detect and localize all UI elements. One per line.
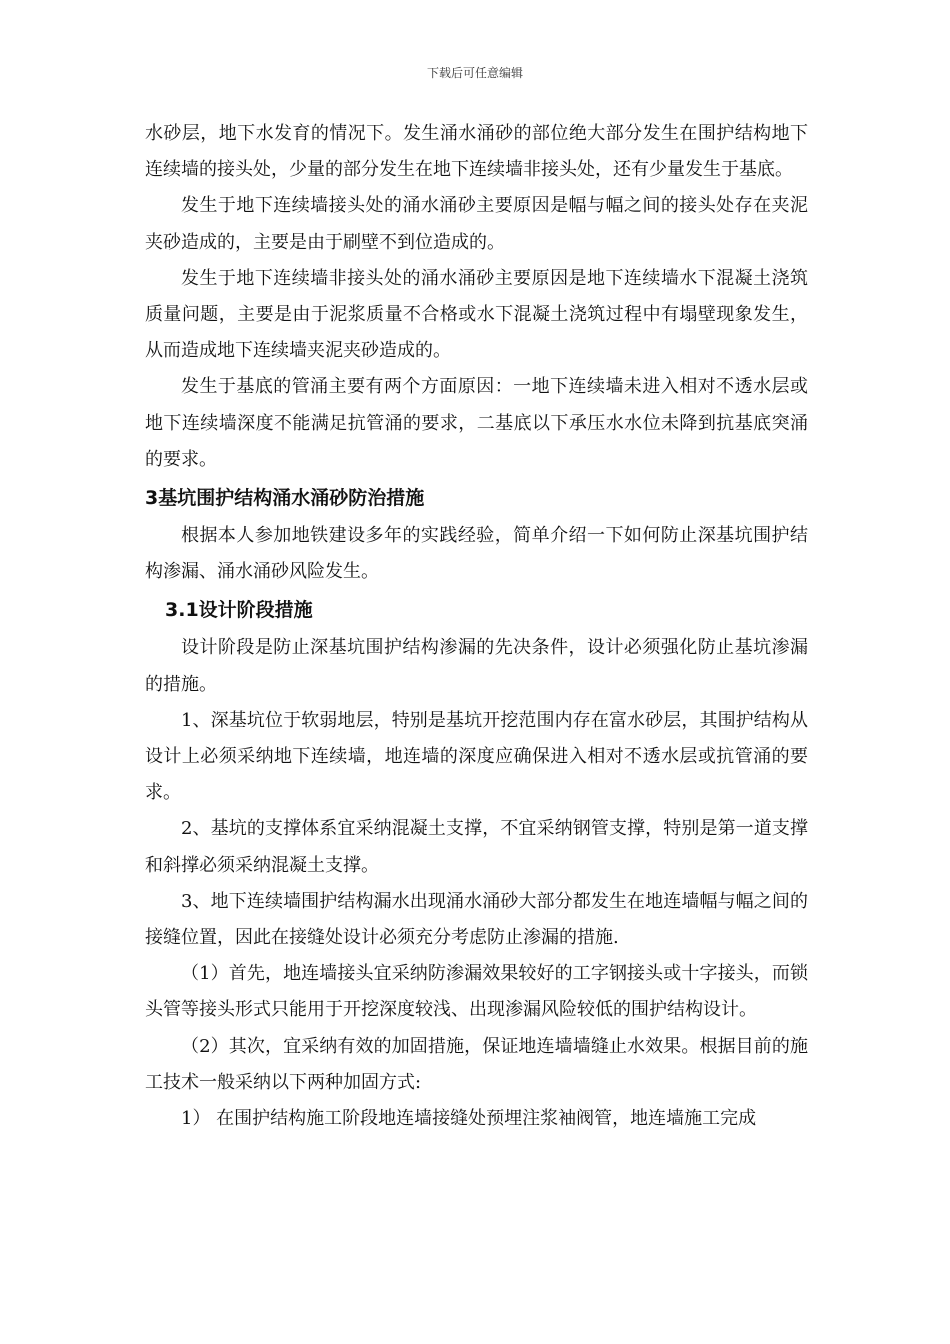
paragraph-2: 发生于地下连续墙接头处的涌水涌砂主要原因是幅与幅之间的接头处存在夹泥夹砂造成的，主要是由于刷壁不到位造成的。 [145,195,808,253]
paragraph-4: 发生于基底的管涌主要有两个方面原因：一地下连续墙未进入相对不透水层或地下连续墙深度不能满足抗管涌的要求，二基底以下承压水水位未降到抗基底突涌的要求。 [145,376,808,470]
paragraph-12: 1） 在围护结构施工阶段地连墙接缝处预埋注浆袖阀管，地连墙施工完成 [181,1108,757,1130]
paragraph-9: 3、地下连续墙围护结构漏水出现涌水涌砂大部分都发生在地连墙幅与幅之间的接缝位置，因此在接缝处设计必须充分考虑防止渗漏的措施. [145,890,808,949]
page-header-note: 下载后可任意编辑 [426,66,523,80]
paragraph-6: 设计阶段是防止深基坑围护结构渗漏的先决条件，设计必须强化防止基坑渗漏的措施。 [145,637,808,695]
paragraph-3: 发生于地下连续墙非接头处的涌水涌砂主要原因是地下连续墙水下混凝土浇筑质量问题，主要是由于泥浆质量不合格或水下混凝土浇筑过程中有塌壁现象发生，从而造成地下连续墙夹泥夹砂造成的。 [145,267,808,362]
paragraph-1: 水砂层，地下水发育的情况下。发生涌水涌砂的部位绝大部分发生在围护结构地下连续墙的接头处，少量的部分发生在地下连续墙非接头处，还有少量发生于基底。 [145,123,808,181]
section-3-1-heading: 3.1设计阶段措施 [165,599,313,622]
section-3-heading: 3基坑围护结构涌水涌砂防治措施 [145,487,425,510]
document-body [145,116,808,1137]
paragraph-8: 2、基坑的支撑体系宜采纳混凝土支撑，不宜采纳钢管支撑，特别是第一道支撑和斜撑必须采纳混凝土支撑。 [145,818,808,876]
paragraph-7: 1、深基坑位于软弱地层，特别是基坑开挖范围内存在富水砂层，其围护结构从设计上必须采纳地下连续墙，地连墙的深度应确保进入相对不透水层或抗管涌的要求。 [145,709,808,804]
paragraph-5: 根据本人参加地铁建设多年的实践经验，简单介绍一下如何防止深基坑围护结构渗漏、涌水涌砂风险发生。 [145,525,808,583]
paragraph-10: （1）首先，地连墙接头宜采纳防渗漏效果较好的工字钢接头或十字接头，而锁头管等接头形式只能用于开挖深度较浅、出现渗漏风险较低的围护结构设计。 [145,963,808,1021]
paragraph-11: （2）其次，宜采纳有效的加固措施，保证地连墙墙缝止水效果。根据目前的施工技术一般采纳以下两种加固方式: [145,1035,808,1093]
